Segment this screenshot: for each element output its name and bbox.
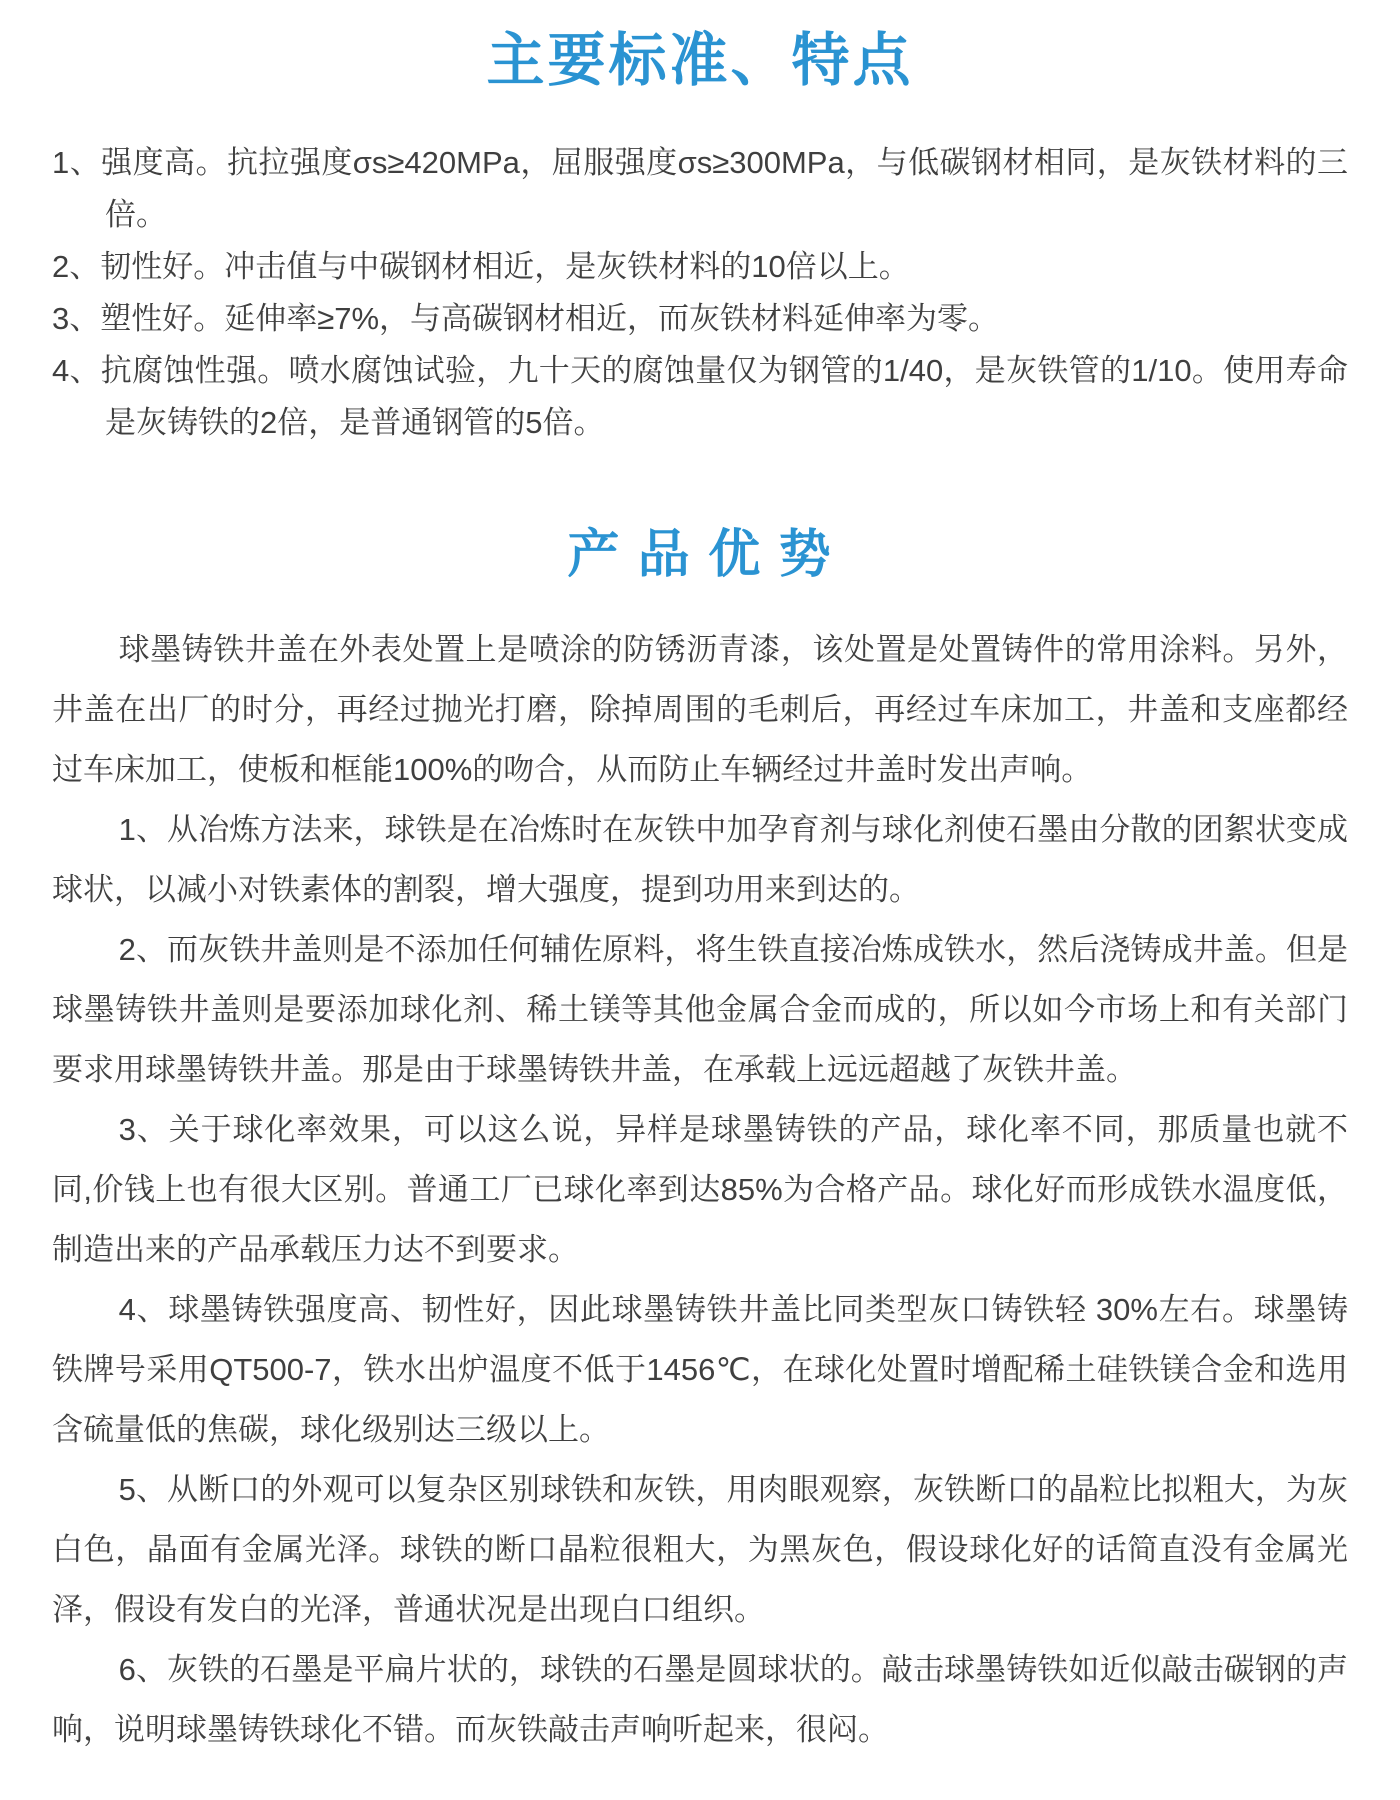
advantage-paragraph-intro: 球墨铸铁井盖在外表处置上是喷涂的防锈沥青漆，该处置是处置铸件的常用涂料。另外，井盖在出厂的时分，再经过抛光打磨，除掉周围的毛刺后，再经过车床加工，井盖和支座都经过车床加工，使板和框能100%的吻合，从而防止车辆经过井盖时发出声响。 <box>52 632 1348 787</box>
standard-item-1: 1、强度高。抗拉强度σs≥420MPa，屈服强度σs≥300MPa，与低碳钢材相同，是灰铁材料的三倍。 <box>52 145 1348 232</box>
advantages-body <box>52 620 1348 1760</box>
advantage-paragraph-4: 4、球墨铸铁强度高、韧性好，因此球墨铸铁井盖比同类型灰口铸铁轻 30%左右。球墨铸铁牌号采用QT500-7，铁水出炉温度不低于1456℃，在球化处置时增配稀土硅铁镁合金和选用含硫量低的焦碳，球化级别达三级以上。 <box>52 1292 1348 1447</box>
advantage-paragraph-3: 3、关于球化率效果，可以这么说，异样是球墨铸铁的产品，球化率不同，那质量也就不同,价钱上也有很大区别。普通工厂已球化率到达85%为合格产品。球化好而形成铁水温度低，制造出来的产品承载压力达不到要求。 <box>52 1112 1348 1267</box>
advantage-paragraph-5: 5、从断口的外观可以复杂区别球铁和灰铁，用肉眼观察，灰铁断口的晶粒比拟粗大，为灰白色，晶面有金属光泽。球铁的断口晶粒很粗大，为黑灰色，假设球化好的话简直没有金属光泽，假设有发白的光泽，普通状况是出现白口组织。 <box>52 1472 1348 1627</box>
standards-list <box>52 137 1348 449</box>
standard-item-3: 3、塑性好。延伸率≥7%，与高碳钢材相近，而灰铁材料延伸率为零。 <box>52 301 1000 336</box>
advantage-paragraph-1: 1、从冶炼方法来，球铁是在冶炼时在灰铁中加孕育剂与球化剂使石墨由分散的团絮状变成球状，以减小对铁素体的割裂，增大强度，提到功用来到达的。 <box>52 812 1348 907</box>
advantage-paragraph-6: 6、灰铁的石墨是平扁片状的，球铁的石墨是圆球状的。敲击球墨铸铁如近似敲击碳钢的声响，说明球墨铸铁球化不错。而灰铁敲击声响听起来，很闷。 <box>52 1652 1348 1747</box>
standards-section-title: 主要标准、特点 <box>486 28 914 93</box>
advantages-section-title: 产 品 优 势 <box>567 526 833 584</box>
advantage-paragraph-2: 2、而灰铁井盖则是不添加任何辅佐原料，将生铁直接冶炼成铁水，然后浇铸成井盖。但是球墨铸铁井盖则是要添加球化剂、稀土镁等其他金属合金而成的，所以如今市场上和有关部门要求用球墨铸铁井盖。那是由于球墨铸铁井盖，在承载上远远超越了灰铁井盖。 <box>52 932 1348 1087</box>
standard-item-2: 2、韧性好。冲击值与中碳钢材相近，是灰铁材料的10倍以上。 <box>52 249 910 284</box>
standard-item-4: 4、抗腐蚀性强。喷水腐蚀试验，九十天的腐蚀量仅为钢管的1/40，是灰铁管的1/10。使用寿命是灰铸铁的2倍，是普通钢管的5倍。 <box>52 353 1348 440</box>
